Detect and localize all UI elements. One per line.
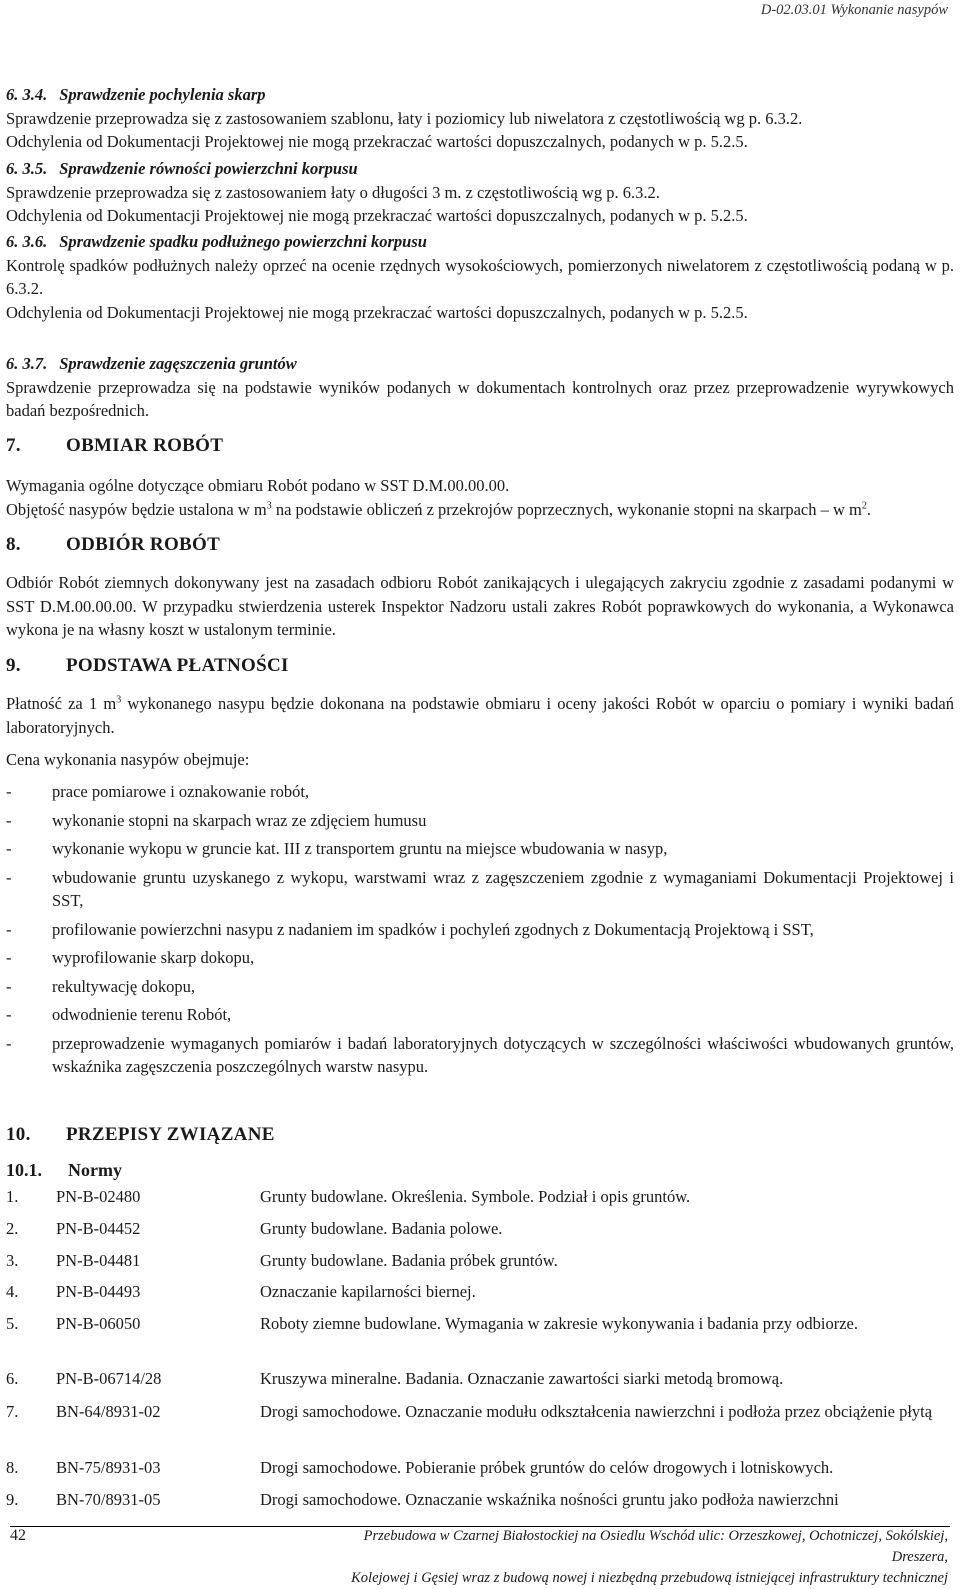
norm-row: 1. PN-B-02480 Grunty budowlane. Określenia. Symbole. Podział i opis gruntów. <box>6 1187 691 1206</box>
section-number: 8. <box>6 534 21 555</box>
paragraph: Sprawdzenie przeprowadza się na podstawie wyników podanych w dokumentach kontrolnych oraz przez przeprowadzenie wyrywkowych badań bezpośrednich. <box>6 377 954 420</box>
section-title: Sprawdzenie spadku podłużnego powierzchni korpusu <box>59 232 427 251</box>
list-item: - odwodnienie terenu Robót, <box>6 1005 232 1024</box>
section-number: 6. 3.7. <box>6 354 48 373</box>
paragraph: Wymagania ogólne dotyczące obmiaru Robót podano w SST D.M.00.00.00. <box>6 476 510 495</box>
list-item: - wyprofilowanie skarp dokopu, <box>6 948 255 967</box>
section-heading <box>6 83 954 107</box>
footer-project-title: Przebudowa w Czarnej Białostockiej na Osiedlu Wschód ulic: Orzeszkowej, Ochotniczej, Sokólskiej, Dreszera, Kolejowej i Gęsiej wraz z budową nowej i niezbędną przebudową istniejącej infrastruktury technicznej <box>351 1528 948 1586</box>
norm-row: 3. PN-B-04481 Grunty budowlane. Badania próbek gruntów. <box>6 1251 558 1270</box>
section-title: PRZEPISY ZWIĄZANE <box>66 1124 275 1145</box>
norm-row: 2. PN-B-04452 Grunty budowlane. Badania polowe. <box>6 1219 503 1238</box>
section-title: ODBIÓR ROBÓT <box>66 534 221 555</box>
section-number: 6. 3.5. <box>6 159 48 178</box>
section-number: 7. <box>6 435 21 456</box>
document-code-header: D-02.03.01 Wykonanie nasypów <box>760 2 948 18</box>
norm-row: 6. PN-B-06714/28 Kruszywa mineralne. Badania. Oznaczanie zawartości siarki metodą bromową. <box>6 1369 784 1388</box>
section-heading <box>6 352 954 376</box>
paragraph: Odbiór Robót ziemnych dokonywany jest na zasadach odbioru Robót zanikających i ulegających zakryciu zgodnie z zasadami podanymi w SST D.M.00.00.00. W przypadku stwierdzenia usterek Inspektor Nadzoru ustali zakres Robót poprawkowych do wykonania, a Wykonawca wykona je na własny koszt w ustalonym terminie. <box>6 573 954 639</box>
list-item: - wykonanie wykopu w gruncie kat. III z transportem gruntu na miejsce wbudowania w nasyp, <box>6 839 668 858</box>
paragraph: Odchylenia od Dokumentacji Projektowej nie mogą przekraczać wartości dopuszczalnych, podanych w p. 5.2.5. <box>6 302 748 322</box>
norm-row: 4. PN-B-04493 Oznaczanie kapilarności biernej. <box>6 1282 476 1301</box>
subsection-title: Normy <box>68 1160 122 1180</box>
norm-row: 8. BN-75/8931-03 Drogi samochodowe. Pobieranie próbek gruntów do celów drogowych i lotniskowych. <box>6 1458 834 1477</box>
paragraph: Sprawdzenie przeprowadza się z zastosowaniem szablonu, łaty i poziomicy lub niwelatora z częstotliwością wg p. 6.3.2. <box>6 108 803 128</box>
cost-items-list <box>6 780 954 1084</box>
paragraph: Płatność za 1 $m^3$ wykonanego nasypu będzie dokonana na podstawie obmiaru i oceny jakości Robót w oparciu o pomiary i wyniki badań laboratoryjnych. <box>6 694 954 737</box>
paragraph: Odchylenia od Dokumentacji Projektowej nie mogą przekraczać wartości dopuszczalnych, podanych w p. 5.2.5. <box>6 206 748 225</box>
section-heading <box>6 157 954 181</box>
page-number: 42 <box>10 1527 26 1544</box>
paragraph: Odchylenia od Dokumentacji Projektowej nie mogą przekraczać wartości dopuszczalnych, podanych w p. 5.2.5. <box>6 132 748 151</box>
list-item: - wykonanie stopni na skarpach wraz ze zdjęciem humusu <box>6 810 427 830</box>
section-10-heading <box>6 1124 954 1146</box>
list-item: - profilowanie powierzchni nasypu z nadaniem im spadków i pochyleń zgodnych z Dokumentacją Projektową i SST, <box>6 919 814 939</box>
section-number: 10. <box>6 1124 31 1145</box>
section-title: PODSTAWA PŁATNOŚCI <box>66 655 289 676</box>
section-number: 6. 3.6. <box>6 232 48 251</box>
section-8-heading <box>6 534 954 556</box>
section-title: Sprawdzenie zagęszczenia gruntów <box>59 354 297 373</box>
section-number: 6. 3.4. <box>6 85 48 104</box>
subsection-number: 10.1. <box>6 1160 42 1180</box>
section-6-3-7 <box>6 352 954 423</box>
section-7-heading <box>6 435 954 457</box>
subsection-10-1-heading <box>6 1160 954 1181</box>
list-item: - przeprowadzenie wymaganych pomiarów i badań laboratoryjnych dotyczących w szczególności właściwości wbudowanych gruntów, wskaźnika zagęszczenia poszczególnych warstw nasypu. <box>6 1033 954 1076</box>
norm-row: 7. BN-64/8931-02 Drogi samochodowe. Oznaczanie modułu odkształcenia nawierzchni i podłoża przez obciążenie płytą <box>6 1402 933 1421</box>
section-6-3-5 <box>6 157 954 228</box>
paragraph: Sprawdzenie przeprowadza się z zastosowaniem łaty o długości 3 m. z częstotliwością wg p. 6.3.2. <box>6 182 660 202</box>
section-9-heading <box>6 655 954 677</box>
list-item: - prace pomiarowe i oznakowanie robót, <box>6 782 310 801</box>
paragraph: Kontrolę spadków podłużnych należy oprzeć na ocenie rzędnych wysokościowych, pomierzonych niwelatorem z częstotliwością podaną w p. 6.3.2. <box>6 255 954 298</box>
paragraph: Objętość nasypów będzie ustalona w $m^3$ na podstawie obliczeń z przekrojów poprzecznych, wykonanie stopni na skarpach – w $m^2$. <box>6 500 871 519</box>
section-6-3-6 <box>6 230 954 324</box>
section-title: OBMIAR ROBÓT <box>66 435 224 456</box>
section-title: Sprawdzenie równości powierzchni korpusu <box>59 159 358 178</box>
norm-row: 9. BN-70/8931-05 Drogi samochodowe. Oznaczanie wskaźnika nośności gruntu jako podłoża nawierzchni <box>6 1490 839 1509</box>
section-title: Sprawdzenie pochylenia skarp <box>59 85 266 104</box>
paragraph: Cena wykonania nasypów obejmuje: <box>6 750 250 769</box>
list-item: - rekultywację dokopu, <box>6 976 195 996</box>
norm-row: 5. PN-B-06050 Roboty ziemne budowlane. Wymagania w zakresie wykonywania i badania przy odbiorze. <box>6 1314 859 1333</box>
section-6-3-4 <box>6 83 954 154</box>
section-number: 9. <box>6 655 21 676</box>
section-heading <box>6 230 954 254</box>
list-item: - wbudowanie gruntu uzyskanego z wykopu, warstwami wraz z zagęszczeniem zgodnie z wymaganiami Dokumentacji Projektowej i SST, <box>6 867 954 910</box>
